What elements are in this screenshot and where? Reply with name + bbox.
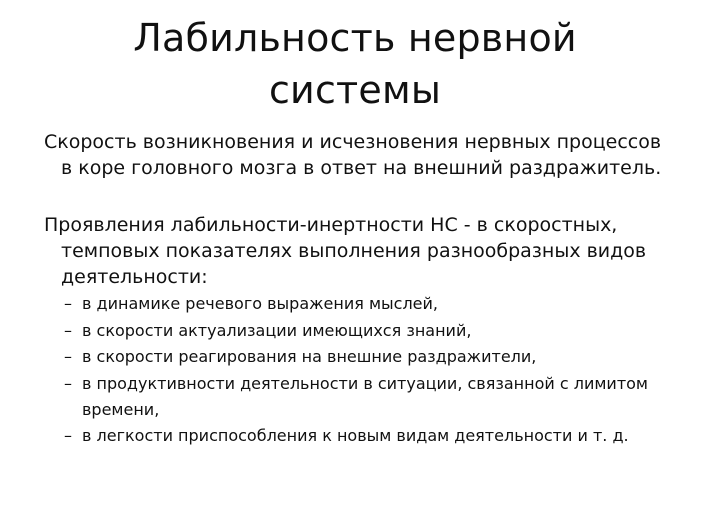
list-item-knowledge [64,318,674,344]
slide-title-line-1: Лабильность нервной [133,16,577,60]
slide-title [40,12,670,116]
dash-marker: – [64,294,72,313]
dash-marker: – [64,347,72,366]
manifestations-list [64,291,674,450]
list-item-text: в легкости приспособления к новым видам деятельности и т. д. [82,426,629,445]
list-item-productivity [64,371,674,423]
list-item-adaptation [64,423,674,449]
dash-marker: – [64,426,72,445]
list-item-text: в скорости актуализации имеющихся знаний, [82,320,472,340]
list-item-reaction [64,344,674,370]
paragraph-definition: Скорость возникновения и исчезновения нервных процессов в коре головного мозга в ответ на внешний раздражитель. [44,131,662,179]
list-item-speech [64,291,674,317]
list-item-text: в скорости реагирования на внешние раздражители, [82,347,537,366]
paragraph-manifestations: Проявления лабильности-инертности НС - в скоростных, темповых показателях выполнения разнообразных видов деятельности: [44,214,647,288]
dash-marker: – [64,320,72,340]
list-item-text: в динамике речевого выражения мыслей, [82,294,439,313]
dash-marker: – [64,373,72,393]
list-item-text: в продуктивности деятельности в ситуации, связанной с лимитом времени, [82,373,648,419]
slide-title-line-2: системы [268,68,442,112]
